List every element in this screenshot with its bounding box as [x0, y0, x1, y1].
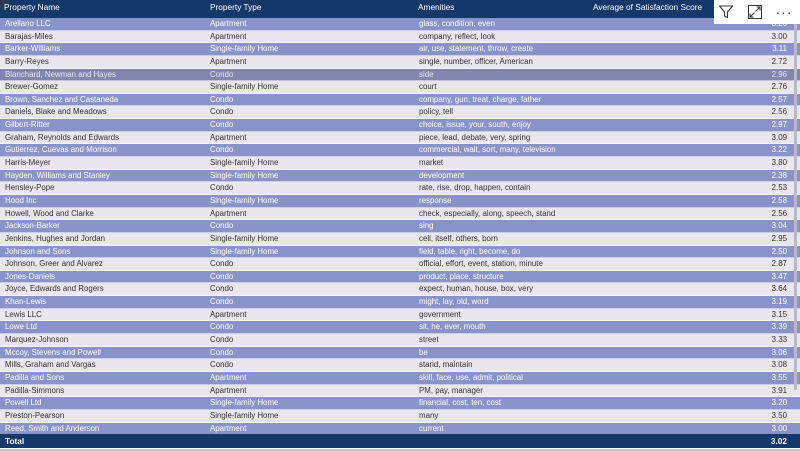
- cell-property-type: Condo: [210, 183, 234, 193]
- table-row[interactable]: [0, 347, 800, 360]
- cell-property-name: Brown, Sanchez and Castaneda: [5, 94, 119, 104]
- cell-amenities: air, use, statement, throw, create: [419, 44, 534, 54]
- cell-satisfaction-score: 2.87: [771, 259, 787, 269]
- cell-satisfaction-score: 3.08: [771, 360, 787, 370]
- cell-property-name: Daniels, Blake and Meadows: [5, 107, 107, 117]
- filter-icon: [718, 4, 734, 20]
- cell-amenities: piece, lead, debate, very, spring: [419, 132, 531, 142]
- cell-satisfaction-score: 2.38: [771, 170, 787, 180]
- table-row[interactable]: [0, 271, 800, 284]
- cell-amenities: rate, rise, drop, happen, contain: [419, 183, 531, 193]
- table-row[interactable]: [0, 18, 800, 31]
- table-header: [0, 0, 800, 18]
- cell-amenities: street: [419, 335, 439, 345]
- cell-satisfaction-score: 3.19: [771, 297, 787, 307]
- cell-property-name: Barajas-Miles: [5, 31, 53, 41]
- visual-header-toolbar: [714, 0, 800, 24]
- cell-satisfaction-score: 3.15: [771, 309, 787, 319]
- cell-property-name: Powell Ltd: [5, 398, 42, 408]
- more-options-button[interactable]: [772, 0, 796, 24]
- cell-amenities: side: [419, 69, 434, 79]
- cell-property-name: Lewis LLC: [5, 309, 42, 319]
- cell-property-type: Single-family Home: [210, 44, 279, 54]
- cell-amenities: commercial, wait, sort, many, television: [419, 145, 556, 155]
- cell-satisfaction-score: 3.64: [771, 284, 787, 294]
- cell-satisfaction-score: 2.58: [771, 195, 787, 205]
- cell-satisfaction-score: 3.50: [771, 410, 787, 420]
- table-row[interactable]: [0, 119, 800, 132]
- cell-satisfaction-score: 3.33: [771, 335, 787, 345]
- cell-amenities: check, especially, along, speech, stand: [419, 208, 556, 218]
- cell-satisfaction-score: 2.53: [771, 183, 787, 193]
- cell-property-name: Mccoy, Stevens and Powell: [5, 347, 101, 357]
- cell-satisfaction-score: 3.20: [771, 398, 787, 408]
- table-row[interactable]: [0, 132, 800, 145]
- cell-property-name: Hood Inc: [5, 195, 37, 205]
- cell-amenities: many: [419, 410, 439, 420]
- table-row[interactable]: [0, 144, 800, 157]
- cell-satisfaction-score: 3.06: [771, 347, 787, 357]
- cell-amenities: response: [419, 195, 452, 205]
- cell-amenities: expect, human, house, box, very: [419, 284, 534, 294]
- cell-property-type: Single-family Home: [210, 195, 279, 205]
- cell-property-name: Harris-Meyer: [5, 158, 51, 168]
- cell-property-type: Apartment: [210, 423, 247, 433]
- cell-property-name: Arellano LLC: [5, 19, 51, 28]
- total-value: 3.02: [770, 436, 787, 446]
- table-row[interactable]: [0, 69, 800, 82]
- table-row[interactable]: [0, 220, 800, 233]
- cell-property-type: Condo: [210, 297, 234, 307]
- cell-amenities: policy, tell: [419, 107, 454, 117]
- cell-property-name: Johnson and Sons: [5, 246, 71, 256]
- cell-property-type: Apartment: [210, 56, 247, 66]
- table-row[interactable]: [0, 246, 800, 259]
- focus-mode-icon: [747, 4, 763, 20]
- table-row[interactable]: [0, 385, 800, 398]
- cell-amenities: company, gun, treat, charge, father: [419, 94, 542, 104]
- cell-property-type: Condo: [210, 360, 234, 370]
- cell-property-type: Condo: [210, 335, 234, 345]
- cell-property-type: Apartment: [210, 372, 247, 382]
- cell-amenities: choice, issue, your, south, enjoy: [419, 120, 531, 130]
- table-row[interactable]: [0, 283, 800, 296]
- cell-property-name: Jones-Daniels: [5, 271, 55, 281]
- cell-property-name: Hayden, Williams and Stanley: [5, 170, 110, 180]
- table-row[interactable]: [0, 43, 800, 56]
- cell-property-type: Apartment: [210, 132, 247, 142]
- table-row[interactable]: [0, 170, 800, 183]
- table-row[interactable]: [0, 309, 800, 322]
- more-options-icon: ···: [775, 4, 793, 20]
- cell-property-type: Single-family Home: [210, 82, 279, 92]
- cell-amenities: sing: [419, 221, 434, 231]
- total-label: Total: [5, 436, 25, 446]
- cell-amenities: company, reflect, look: [419, 31, 496, 41]
- cell-satisfaction-score: 3.80: [771, 158, 787, 168]
- cell-property-type: Single-family Home: [210, 246, 279, 256]
- cell-property-name: Joyce, Edwards and Rogers: [5, 284, 104, 294]
- cell-satisfaction-score: 2.76: [771, 82, 787, 92]
- cell-property-type: Condo: [210, 284, 234, 294]
- cell-satisfaction-score: 3.09: [771, 132, 787, 142]
- table-row[interactable]: [0, 94, 800, 107]
- table-row[interactable]: [0, 296, 800, 309]
- table-row[interactable]: [0, 208, 800, 221]
- cell-satisfaction-score: 3.22: [771, 145, 787, 155]
- cell-satisfaction-score: 2.72: [771, 56, 787, 66]
- filter-button[interactable]: [714, 0, 738, 24]
- cell-amenities: financial, cost, ten, cost: [419, 398, 502, 408]
- cell-satisfaction-score: 2.95: [771, 233, 787, 243]
- cell-property-name: Padilla and Sons: [5, 372, 65, 382]
- cell-amenities: government: [419, 309, 461, 319]
- cell-property-name: Preston-Pearson: [5, 410, 65, 420]
- cell-property-name: Jackson-Barker: [5, 221, 60, 231]
- cell-amenities: court: [419, 82, 437, 92]
- table-row[interactable]: [0, 397, 800, 410]
- table-row[interactable]: [0, 410, 800, 423]
- cell-amenities: skill, face, use, admit, political: [419, 372, 523, 382]
- cell-amenities: glass, condition, even: [419, 19, 495, 28]
- cell-satisfaction-score: 3.00: [771, 31, 787, 41]
- cell-amenities: product, place, structure: [419, 271, 504, 281]
- cell-property-type: Condo: [210, 69, 234, 79]
- table-row[interactable]: [0, 81, 800, 94]
- cell-amenities: sit, he, ever, mouth: [419, 322, 486, 332]
- cell-property-name: Blanchard, Newman and Hayes: [5, 69, 116, 79]
- cell-property-type: Single-family Home: [210, 233, 279, 243]
- cell-amenities: current: [419, 423, 444, 433]
- cell-property-type: Condo: [210, 271, 234, 281]
- cell-property-name: Padilla-Simmons: [5, 385, 65, 395]
- cell-property-type: Apartment: [210, 31, 247, 41]
- column-header-amenities[interactable]: Amenities: [418, 2, 455, 12]
- cell-property-type: Condo: [210, 94, 234, 104]
- cell-amenities: development: [419, 170, 465, 180]
- table-row[interactable]: [0, 372, 800, 385]
- table-row[interactable]: [0, 258, 800, 271]
- cell-property-name: Lowe Ltd: [5, 322, 38, 332]
- cell-amenities: stand, maintain: [419, 360, 473, 370]
- cell-satisfaction-score: 3.11: [772, 44, 787, 54]
- cell-property-type: Condo: [210, 347, 234, 357]
- cell-satisfaction-score: 3.00: [771, 423, 787, 433]
- cell-property-name: Barry-Reyes: [5, 56, 49, 66]
- cell-property-name: Mills, Graham and Vargas: [5, 360, 96, 370]
- table-row[interactable]: [0, 157, 800, 170]
- cell-satisfaction-score: 3.39: [771, 322, 787, 332]
- total-row: [0, 434, 800, 448]
- table-row[interactable]: [0, 182, 800, 195]
- cell-property-type: Single-family Home: [210, 158, 279, 168]
- column-header-property-type[interactable]: Property Type: [210, 2, 262, 12]
- cell-property-name: Barker-Williams: [5, 44, 61, 54]
- cell-property-name: Johnson, Greer and Alvarez: [5, 259, 103, 269]
- cell-satisfaction-score: 2.56: [771, 107, 787, 117]
- cell-satisfaction-score: 2.56: [771, 208, 787, 218]
- cell-property-type: Apartment: [210, 208, 247, 218]
- cell-satisfaction-score: 2.50: [771, 246, 787, 256]
- cell-amenities: be: [419, 347, 428, 357]
- cell-property-name: Gilbert-Ritter: [5, 120, 50, 130]
- cell-property-name: Khan-Lewis: [5, 297, 47, 307]
- table-row[interactable]: [0, 195, 800, 208]
- cell-property-type: Apartment: [210, 385, 247, 395]
- cell-amenities: single, number, officer, American: [419, 56, 533, 66]
- cell-property-type: Condo: [210, 145, 234, 155]
- cell-property-type: Condo: [210, 107, 234, 117]
- cell-property-name: Jenkins, Hughes and Jordan: [5, 233, 106, 243]
- cell-property-name: Gutierrez, Cuevas and Morrison: [5, 145, 117, 155]
- cell-satisfaction-score: 3.91: [771, 385, 787, 395]
- cell-property-type: Single-family Home: [210, 170, 279, 180]
- table-row[interactable]: [0, 31, 800, 44]
- column-header-property-name[interactable]: Property Name: [4, 2, 60, 12]
- cell-property-type: Apartment: [210, 19, 247, 28]
- cell-satisfaction-score: 3.04: [771, 221, 787, 231]
- table-body: [0, 18, 800, 435]
- vertical-scrollbar[interactable]: [792, 18, 798, 433]
- table-row[interactable]: [0, 321, 800, 334]
- cell-property-name: Graham, Reynolds and Edwards: [5, 132, 120, 142]
- cell-amenities: PM, pay, manager: [419, 385, 483, 395]
- cell-property-type: Condo: [210, 322, 234, 332]
- cell-satisfaction-score: 2.96: [771, 69, 787, 79]
- table-row[interactable]: [0, 359, 800, 372]
- cell-amenities: field, table, right, become, do: [419, 246, 521, 256]
- cell-amenities: might, lay, old, word: [419, 297, 489, 307]
- table-row[interactable]: [0, 56, 800, 69]
- cell-property-type: Condo: [210, 221, 234, 231]
- cell-satisfaction-score: 2.57: [771, 94, 787, 104]
- cell-amenities: official, effort, event, station, minute: [419, 259, 543, 269]
- cell-property-type: Single-family Home: [210, 410, 279, 420]
- scrollbar-thumb[interactable]: [794, 18, 797, 390]
- column-header-average-satisfaction[interactable]: Average of Satisfaction Score: [593, 2, 703, 12]
- cell-property-name: Howell, Wood and Clarke: [5, 208, 94, 218]
- cell-amenities: cell, itself, others, born: [419, 233, 498, 243]
- cell-property-type: Apartment: [210, 309, 247, 319]
- cell-property-type: Condo: [210, 259, 234, 269]
- cell-property-type: Condo: [210, 120, 234, 130]
- cell-property-name: Brewer-Gomez: [5, 82, 59, 92]
- focus-mode-button[interactable]: [743, 0, 767, 24]
- cell-amenities: market: [419, 158, 444, 168]
- cell-satisfaction-score: 3.55: [771, 372, 787, 382]
- cell-satisfaction-score: 3.47: [771, 271, 787, 281]
- cell-property-name: Hensley-Pope: [5, 183, 55, 193]
- cell-property-name: Reed, Smith and Anderson: [5, 423, 100, 433]
- table-row[interactable]: [0, 106, 800, 119]
- cell-property-type: Single-family Home: [210, 398, 279, 408]
- cell-property-name: Marquez-Johnson: [5, 335, 69, 345]
- table-row[interactable]: [0, 334, 800, 347]
- table-row[interactable]: [0, 233, 800, 246]
- cell-satisfaction-score: 2.97: [771, 120, 787, 130]
